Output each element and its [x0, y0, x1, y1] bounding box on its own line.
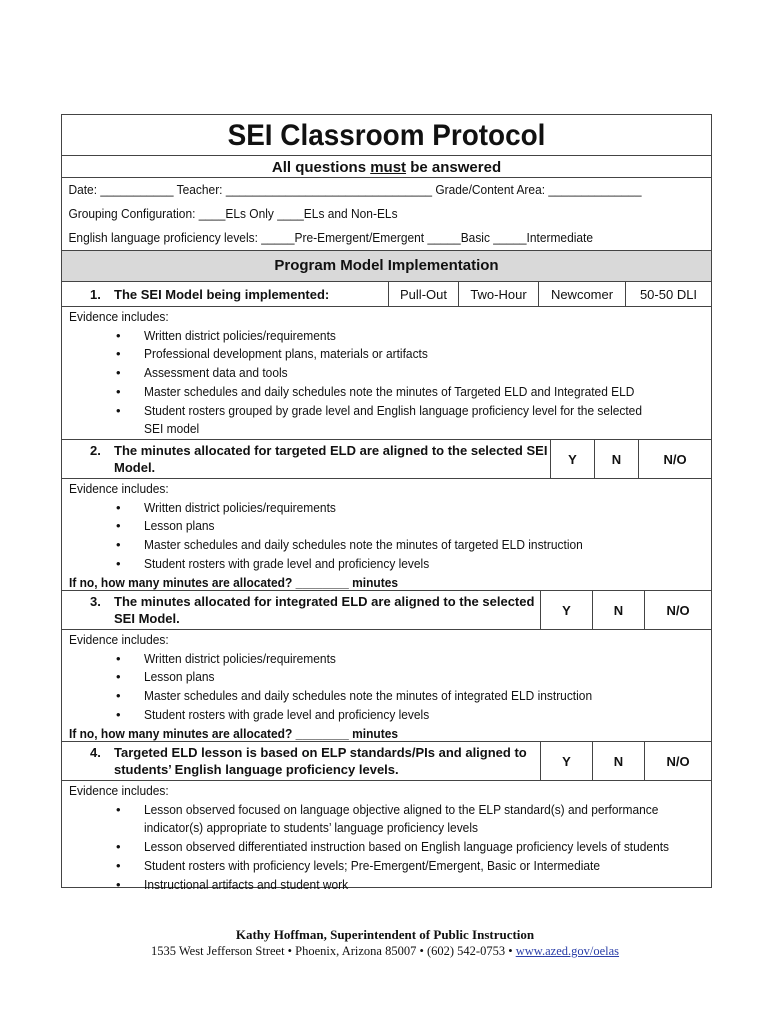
- question-text: Targeted ELD lesson is based on ELP standards/PIs and aligned to: [114, 745, 527, 760]
- evidence-label: Evidence includes:: [69, 481, 169, 496]
- question-2: [62, 440, 550, 478]
- section-heading: Program Model Implementation: [62, 250, 711, 281]
- option-two-hour[interactable]: Two-Hour: [458, 282, 538, 306]
- question-text-cont: SEI Model.: [114, 611, 180, 626]
- answer-yes[interactable]: Y: [540, 591, 592, 629]
- list-item: • Master schedules and daily schedules note the minutes of integrated ELD instruction: [116, 688, 593, 704]
- question-number: 4.: [90, 745, 101, 760]
- answer-not-observed[interactable]: N/O: [638, 440, 711, 478]
- answer-not-observed[interactable]: N/O: [644, 742, 711, 780]
- question-3-evidence: [62, 629, 711, 741]
- list-item: • Professional development plans, materials or artifacts: [116, 346, 428, 362]
- subtitle-text: All questions: [271, 159, 371, 176]
- question-1-evidence: [62, 306, 711, 439]
- list-item: • Written district policies/requirements: [116, 499, 336, 515]
- question-1-row: [62, 281, 711, 306]
- question-number: 3.: [90, 594, 101, 609]
- list-item: • Written district policies/requirements: [116, 650, 336, 666]
- answer-yes[interactable]: Y: [550, 440, 594, 478]
- list-item: • Lesson observed focused on language objective aligned to the ELP standard(s) and performance indicator(s) appropriate to students’ language proficiency levels: [116, 801, 659, 836]
- list-item: • Master schedules and daily schedules note the minutes of targeted ELD instruction: [116, 537, 583, 553]
- question-text: The minutes allocated for integrated ELD are aligned to the selected: [114, 594, 535, 609]
- list-item: • Written district policies/requirements: [116, 327, 336, 343]
- question-text-cont: Model.: [114, 460, 156, 475]
- page-title: SEI Classroom Protocol: [227, 119, 546, 152]
- question-3-row: [62, 590, 711, 629]
- list-item: • Master schedules and daily schedules note the minutes of Targeted ELD and Integrated ELD: [116, 383, 635, 399]
- minutes-allocated-field[interactable]: If no, how many minutes are allocated? ________ minutes: [69, 725, 399, 741]
- list-item: • Student rosters with grade level and proficiency levels: [116, 706, 430, 722]
- list-item: • Lesson observed differentiated instruction based on English language proficiency levels of students: [116, 839, 670, 855]
- answer-no[interactable]: N: [592, 591, 644, 629]
- footer-address: [0, 944, 770, 959]
- evidence-label: Evidence includes:: [69, 632, 169, 647]
- list-item: • Student rosters with proficiency levels; Pre-Emergent/Emergent, Basic or Intermediate: [116, 857, 601, 873]
- list-item: • Student rosters grouped by grade level and English language proficiency level for the selected SEI model: [116, 402, 642, 437]
- question-text: The minutes allocated for targeted ELD are aligned to the selected SEI: [114, 443, 548, 458]
- minutes-allocated-field[interactable]: If no, how many minutes are allocated? ________ minutes: [69, 574, 399, 590]
- proficiency-levels-line[interactable]: English language proficiency levels: _____Pre-Emergent/Emergent _____Basic _____Intermediate: [68, 230, 594, 245]
- protocol-form: [61, 114, 712, 892]
- footer-name: Kathy Hoffman, Superintendent of Public Instruction: [235, 927, 535, 942]
- subtitle-text-end: be answered: [406, 159, 502, 176]
- evidence-label: Evidence includes:: [69, 783, 169, 798]
- question-4: [62, 742, 540, 780]
- subtitle: [62, 155, 711, 177]
- info-block: [62, 177, 711, 250]
- question-2-row: [62, 439, 711, 478]
- answer-no[interactable]: N: [594, 440, 638, 478]
- list-item: • Lesson plans: [116, 669, 215, 685]
- question-text: The SEI Model being implemented:: [114, 287, 330, 302]
- answer-yes[interactable]: Y: [540, 742, 592, 780]
- footer-website-link[interactable]: www.azed.gov/oelas: [515, 944, 620, 958]
- grouping-configuration-line[interactable]: Grouping Configuration: ____ELs Only ____ELs and Non-ELs: [68, 206, 398, 221]
- answer-not-observed[interactable]: N/O: [644, 591, 711, 629]
- list-item: • Assessment data and tools: [116, 365, 288, 381]
- question-3: [62, 591, 540, 629]
- question-number: 2.: [90, 443, 101, 458]
- question-4-row: [62, 741, 711, 780]
- option-newcomer[interactable]: Newcomer: [538, 282, 625, 306]
- question-1: [62, 282, 388, 306]
- date-teacher-grade-line[interactable]: Date: ___________ Teacher: _______________________________ Grade/Content Area: ______________: [68, 182, 642, 197]
- option-50-50-dli[interactable]: 50-50 DLI: [625, 282, 711, 306]
- list-item: • Student rosters with grade level and proficiency levels: [116, 555, 430, 571]
- list-item: • Instructional artifacts and student work: [116, 876, 349, 892]
- footer-address-text: 1535 West Jefferson Street • Phoenix, Arizona 85007 • (602) 542-0753 •: [150, 944, 516, 958]
- answer-no[interactable]: N: [592, 742, 644, 780]
- question-2-evidence: [62, 478, 711, 590]
- evidence-label: Evidence includes:: [69, 309, 169, 324]
- question-4-evidence: [62, 780, 711, 892]
- option-pull-out[interactable]: Pull-Out: [388, 282, 458, 306]
- list-item: • Lesson plans: [116, 518, 215, 534]
- subtitle-emphasis: must: [370, 159, 407, 176]
- question-text-cont: students’ English language proficiency levels.: [114, 762, 399, 777]
- question-number: 1.: [90, 287, 101, 302]
